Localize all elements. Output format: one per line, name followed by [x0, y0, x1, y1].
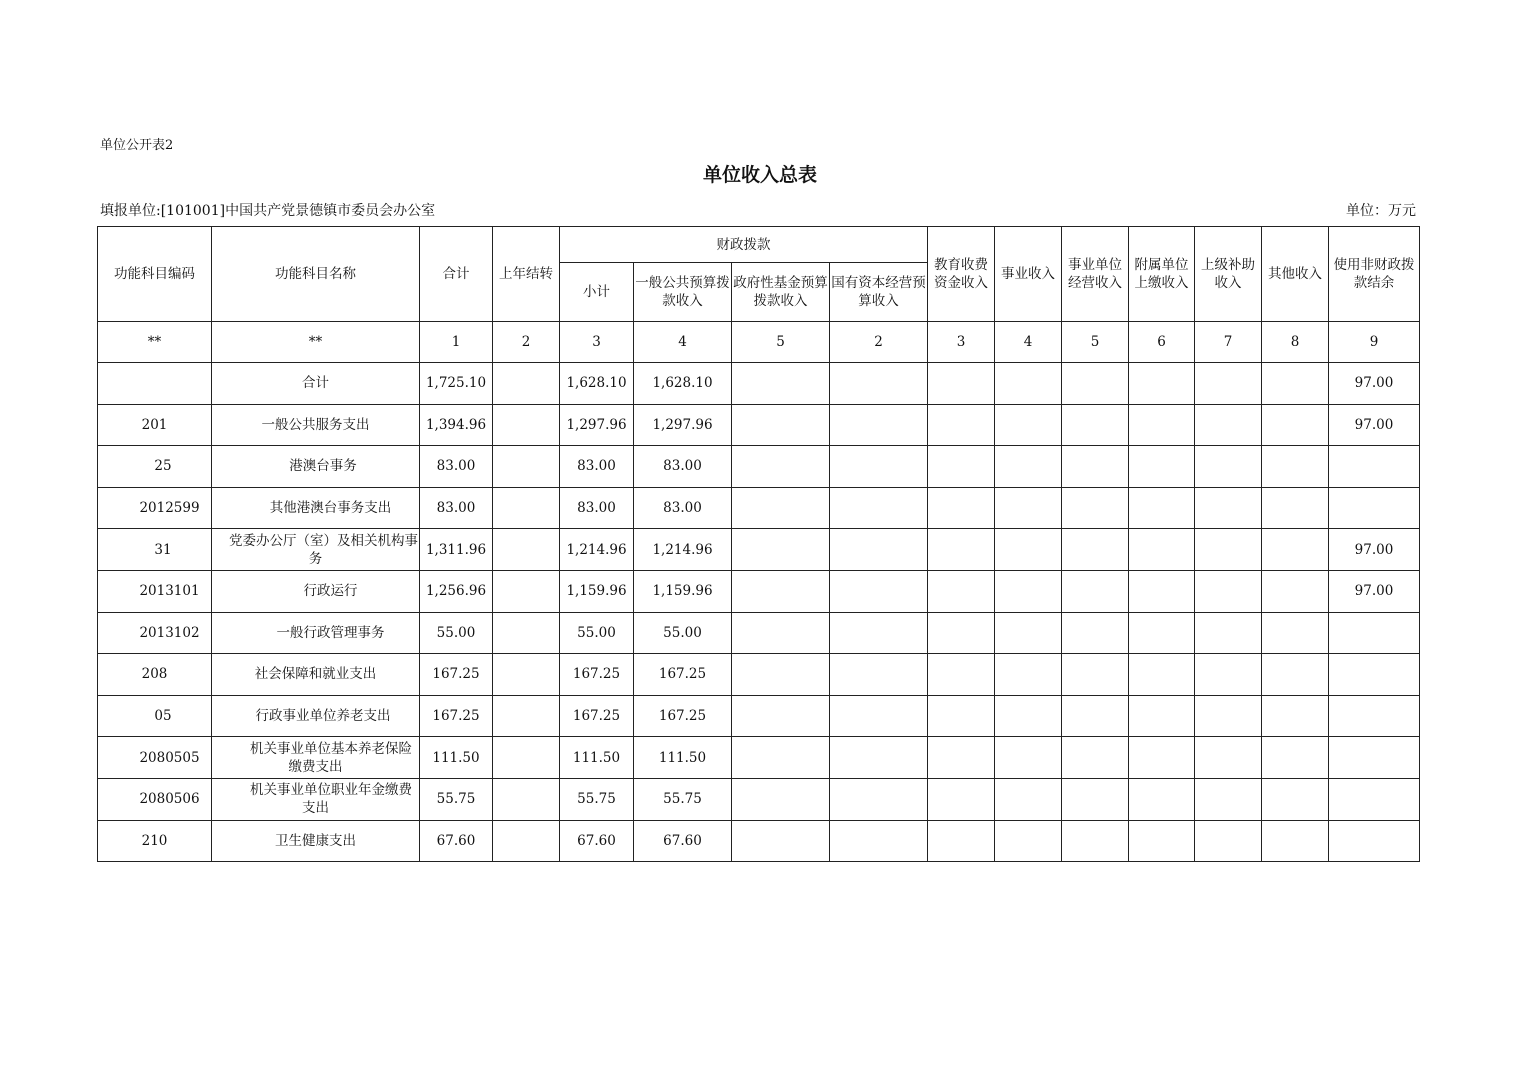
edu-fee-cell — [928, 570, 995, 612]
superior-cell — [1195, 737, 1262, 779]
state-capital-cell — [830, 487, 928, 529]
subtotal-cell: 1,214.96 — [560, 529, 634, 571]
state-capital-cell — [830, 404, 928, 446]
table-row — [98, 778, 1420, 820]
name-cell — [212, 529, 420, 571]
name-cell: 一般行政管理事务 — [212, 612, 420, 654]
code-cell: 25 — [98, 446, 212, 488]
name-cell: 一般公共服务支出 — [212, 404, 420, 446]
affiliated-cell — [1129, 695, 1195, 737]
operating-cell — [1062, 612, 1129, 654]
gov-fund-cell — [732, 404, 830, 446]
index-cell: 4 — [634, 322, 732, 363]
business-cell — [995, 820, 1062, 862]
code-cell: 2013102 — [98, 612, 212, 654]
table-row — [98, 446, 1420, 488]
operating-cell — [1062, 778, 1129, 820]
code-cell: 2080506 — [98, 778, 212, 820]
page-title: 单位收入总表 — [702, 164, 817, 186]
total-cell: 111.50 — [420, 737, 493, 779]
total-cell: 167.25 — [420, 695, 493, 737]
carryover-cell — [493, 612, 560, 654]
operating-cell — [1062, 404, 1129, 446]
index-cell: ** — [98, 322, 212, 363]
state-capital-cell — [830, 570, 928, 612]
gov-fund-cell — [732, 654, 830, 696]
name-text: 机关事业单位职业年金缴费支出 — [250, 782, 412, 817]
subtotal-cell: 83.00 — [560, 487, 634, 529]
header-general: 一般公共预算拨款收入 — [634, 263, 732, 322]
name-cell: 港澳台事务 — [212, 446, 420, 488]
carryover-cell — [493, 654, 560, 696]
total-cell: 1,394.96 — [420, 404, 493, 446]
gov-fund-cell — [732, 529, 830, 571]
gov-fund-cell — [732, 612, 830, 654]
affiliated-cell — [1129, 570, 1195, 612]
subtotal-cell: 167.25 — [560, 654, 634, 696]
code-cell: 210 — [98, 820, 212, 862]
header-other: 其他收入 — [1262, 227, 1329, 322]
general-cell: 83.00 — [634, 446, 732, 488]
subtotal-cell: 167.25 — [560, 695, 634, 737]
affiliated-cell — [1129, 737, 1195, 779]
table-row — [98, 487, 1420, 529]
carryover-cell — [493, 695, 560, 737]
gov-fund-cell — [732, 363, 830, 405]
non-fiscal-cell — [1329, 654, 1420, 696]
edu-fee-cell — [928, 737, 995, 779]
name-cell — [212, 737, 420, 779]
general-cell: 167.25 — [634, 695, 732, 737]
header-affiliated: 附属单位上缴收入 — [1129, 227, 1195, 322]
code-cell: 2013101 — [98, 570, 212, 612]
non-fiscal-cell — [1329, 612, 1420, 654]
income-table — [97, 226, 1420, 862]
index-cell: 3 — [928, 322, 995, 363]
carryover-cell — [493, 820, 560, 862]
general-cell: 1,159.96 — [634, 570, 732, 612]
index-cell: 2 — [493, 322, 560, 363]
total-cell: 83.00 — [420, 446, 493, 488]
carryover-cell — [493, 737, 560, 779]
index-cell: 5 — [732, 322, 830, 363]
affiliated-cell — [1129, 529, 1195, 571]
business-cell — [995, 363, 1062, 405]
subtotal-cell: 1,297.96 — [560, 404, 634, 446]
business-cell — [995, 487, 1062, 529]
superior-cell — [1195, 529, 1262, 571]
table-row — [98, 820, 1420, 862]
business-cell — [995, 529, 1062, 571]
table-row — [98, 695, 1420, 737]
superior-cell — [1195, 695, 1262, 737]
name-cell: 社会保障和就业支出 — [212, 654, 420, 696]
non-fiscal-cell — [1329, 778, 1420, 820]
fill-unit-text: 填报单位:[101001]中国共产党景德镇市委员会办公室 — [100, 203, 436, 219]
general-cell: 55.00 — [634, 612, 732, 654]
name-cell: 合计 — [212, 363, 420, 405]
non-fiscal-cell — [1329, 446, 1420, 488]
code-cell: 2080505 — [98, 737, 212, 779]
header-superior: 上级补助收入 — [1195, 227, 1262, 322]
superior-cell — [1195, 363, 1262, 405]
operating-cell — [1062, 737, 1129, 779]
other-cell — [1262, 654, 1329, 696]
general-cell: 1,214.96 — [634, 529, 732, 571]
gov-fund-cell — [732, 570, 830, 612]
index-cell: 3 — [560, 322, 634, 363]
non-fiscal-cell: 97.00 — [1329, 404, 1420, 446]
affiliated-cell — [1129, 363, 1195, 405]
superior-cell — [1195, 487, 1262, 529]
unit-text: 单位：万元 — [1346, 203, 1416, 219]
subtotal-cell: 1,628.10 — [560, 363, 634, 405]
other-cell — [1262, 363, 1329, 405]
subtotal-cell: 1,159.96 — [560, 570, 634, 612]
business-cell — [995, 446, 1062, 488]
name-cell: 其他港澳台事务支出 — [212, 487, 420, 529]
name-cell: 行政事业单位养老支出 — [212, 695, 420, 737]
edu-fee-cell — [928, 404, 995, 446]
superior-cell — [1195, 612, 1262, 654]
state-capital-cell — [830, 612, 928, 654]
name-cell: 卫生健康支出 — [212, 820, 420, 862]
other-cell — [1262, 570, 1329, 612]
total-cell: 55.00 — [420, 612, 493, 654]
total-cell: 67.60 — [420, 820, 493, 862]
code-cell: 2012599 — [98, 487, 212, 529]
index-cell: 5 — [1062, 322, 1129, 363]
code-cell: 05 — [98, 695, 212, 737]
name-cell — [212, 778, 420, 820]
carryover-cell — [493, 363, 560, 405]
subtotal-cell: 111.50 — [560, 737, 634, 779]
operating-cell — [1062, 487, 1129, 529]
table-label: 单位公开表2 — [100, 138, 174, 153]
header-fiscal: 财政拨款 — [560, 227, 928, 263]
name-text: 党委办公厅（室）及相关机构事务 — [229, 532, 418, 567]
business-cell — [995, 404, 1062, 446]
carryover-cell — [493, 778, 560, 820]
state-capital-cell — [830, 529, 928, 571]
subtotal-cell: 83.00 — [560, 446, 634, 488]
general-cell: 67.60 — [634, 820, 732, 862]
superior-cell — [1195, 404, 1262, 446]
gov-fund-cell — [732, 446, 830, 488]
index-cell: 8 — [1262, 322, 1329, 363]
header-subtotal: 小计 — [560, 263, 634, 322]
total-cell: 1,311.96 — [420, 529, 493, 571]
operating-cell — [1062, 570, 1129, 612]
header-gov-fund: 政府性基金预算拨款收入 — [732, 263, 830, 322]
edu-fee-cell — [928, 446, 995, 488]
state-capital-cell — [830, 737, 928, 779]
other-cell — [1262, 737, 1329, 779]
operating-cell — [1062, 446, 1129, 488]
total-cell: 1,256.96 — [420, 570, 493, 612]
carryover-cell — [493, 404, 560, 446]
code-cell: 201 — [98, 404, 212, 446]
non-fiscal-cell: 97.00 — [1329, 529, 1420, 571]
total-cell: 55.75 — [420, 778, 493, 820]
edu-fee-cell — [928, 363, 995, 405]
subtotal-cell: 55.75 — [560, 778, 634, 820]
header-non-fiscal: 使用非财政拨款结余 — [1329, 227, 1420, 322]
table-row — [98, 404, 1420, 446]
general-cell: 111.50 — [634, 737, 732, 779]
table-row — [98, 654, 1420, 696]
table-row — [98, 570, 1420, 612]
superior-cell — [1195, 446, 1262, 488]
name-cell: 行政运行 — [212, 570, 420, 612]
non-fiscal-cell — [1329, 737, 1420, 779]
non-fiscal-cell — [1329, 695, 1420, 737]
superior-cell — [1195, 778, 1262, 820]
superior-cell — [1195, 820, 1262, 862]
general-cell: 1,628.10 — [634, 363, 732, 405]
table-row — [98, 529, 1420, 571]
header-operating: 事业单位经营收入 — [1062, 227, 1129, 322]
other-cell — [1262, 446, 1329, 488]
non-fiscal-cell: 97.00 — [1329, 363, 1420, 405]
index-row — [98, 322, 1420, 363]
state-capital-cell — [830, 695, 928, 737]
operating-cell — [1062, 695, 1129, 737]
general-cell: 83.00 — [634, 487, 732, 529]
business-cell — [995, 654, 1062, 696]
carryover-cell — [493, 446, 560, 488]
index-cell: 4 — [995, 322, 1062, 363]
total-cell: 1,725.10 — [420, 363, 493, 405]
edu-fee-cell — [928, 695, 995, 737]
subtotal-cell: 67.60 — [560, 820, 634, 862]
header-state-capital: 国有资本经营预算收入 — [830, 263, 928, 322]
state-capital-cell — [830, 778, 928, 820]
non-fiscal-cell: 97.00 — [1329, 570, 1420, 612]
code-cell: 208 — [98, 654, 212, 696]
header-code: 功能科目编码 — [98, 227, 212, 322]
header-name: 功能科目名称 — [212, 227, 420, 322]
edu-fee-cell — [928, 612, 995, 654]
affiliated-cell — [1129, 404, 1195, 446]
code-cell: 31 — [98, 529, 212, 571]
general-cell: 167.25 — [634, 654, 732, 696]
index-cell: 2 — [830, 322, 928, 363]
gov-fund-cell — [732, 737, 830, 779]
gov-fund-cell — [732, 820, 830, 862]
other-cell — [1262, 695, 1329, 737]
total-cell: 83.00 — [420, 487, 493, 529]
affiliated-cell — [1129, 612, 1195, 654]
operating-cell — [1062, 363, 1129, 405]
carryover-cell — [493, 487, 560, 529]
superior-cell — [1195, 570, 1262, 612]
affiliated-cell — [1129, 820, 1195, 862]
affiliated-cell — [1129, 778, 1195, 820]
general-cell: 55.75 — [634, 778, 732, 820]
index-cell: 9 — [1329, 322, 1420, 363]
total-cell: 167.25 — [420, 654, 493, 696]
other-cell — [1262, 487, 1329, 529]
other-cell — [1262, 529, 1329, 571]
gov-fund-cell — [732, 487, 830, 529]
carryover-cell — [493, 529, 560, 571]
affiliated-cell — [1129, 446, 1195, 488]
state-capital-cell — [830, 654, 928, 696]
business-cell — [995, 695, 1062, 737]
other-cell — [1262, 778, 1329, 820]
non-fiscal-cell — [1329, 820, 1420, 862]
header-business: 事业收入 — [995, 227, 1062, 322]
header-total: 合计 — [420, 227, 493, 322]
state-capital-cell — [830, 820, 928, 862]
edu-fee-cell — [928, 820, 995, 862]
index-cell: 7 — [1195, 322, 1262, 363]
index-cell: 1 — [420, 322, 493, 363]
table-row — [98, 612, 1420, 654]
business-cell — [995, 778, 1062, 820]
business-cell — [995, 737, 1062, 779]
edu-fee-cell — [928, 654, 995, 696]
affiliated-cell — [1129, 487, 1195, 529]
header-edu-fee: 教育收费资金收入 — [928, 227, 995, 322]
operating-cell — [1062, 529, 1129, 571]
index-cell: ** — [212, 322, 420, 363]
gov-fund-cell — [732, 778, 830, 820]
edu-fee-cell — [928, 487, 995, 529]
subtotal-cell: 55.00 — [560, 612, 634, 654]
carryover-cell — [493, 570, 560, 612]
name-text: 机关事业单位基本养老保险缴费支出 — [250, 740, 412, 775]
affiliated-cell — [1129, 654, 1195, 696]
other-cell — [1262, 612, 1329, 654]
gov-fund-cell — [732, 695, 830, 737]
other-cell — [1262, 404, 1329, 446]
code-cell — [98, 363, 212, 405]
edu-fee-cell — [928, 778, 995, 820]
operating-cell — [1062, 654, 1129, 696]
operating-cell — [1062, 820, 1129, 862]
non-fiscal-cell — [1329, 487, 1420, 529]
state-capital-cell — [830, 363, 928, 405]
table-row — [98, 363, 1420, 405]
business-cell — [995, 612, 1062, 654]
other-cell — [1262, 820, 1329, 862]
table-row — [98, 737, 1420, 779]
business-cell — [995, 570, 1062, 612]
header-carryover: 上年结转 — [493, 227, 560, 322]
state-capital-cell — [830, 446, 928, 488]
superior-cell — [1195, 654, 1262, 696]
index-cell: 6 — [1129, 322, 1195, 363]
general-cell: 1,297.96 — [634, 404, 732, 446]
edu-fee-cell — [928, 529, 995, 571]
